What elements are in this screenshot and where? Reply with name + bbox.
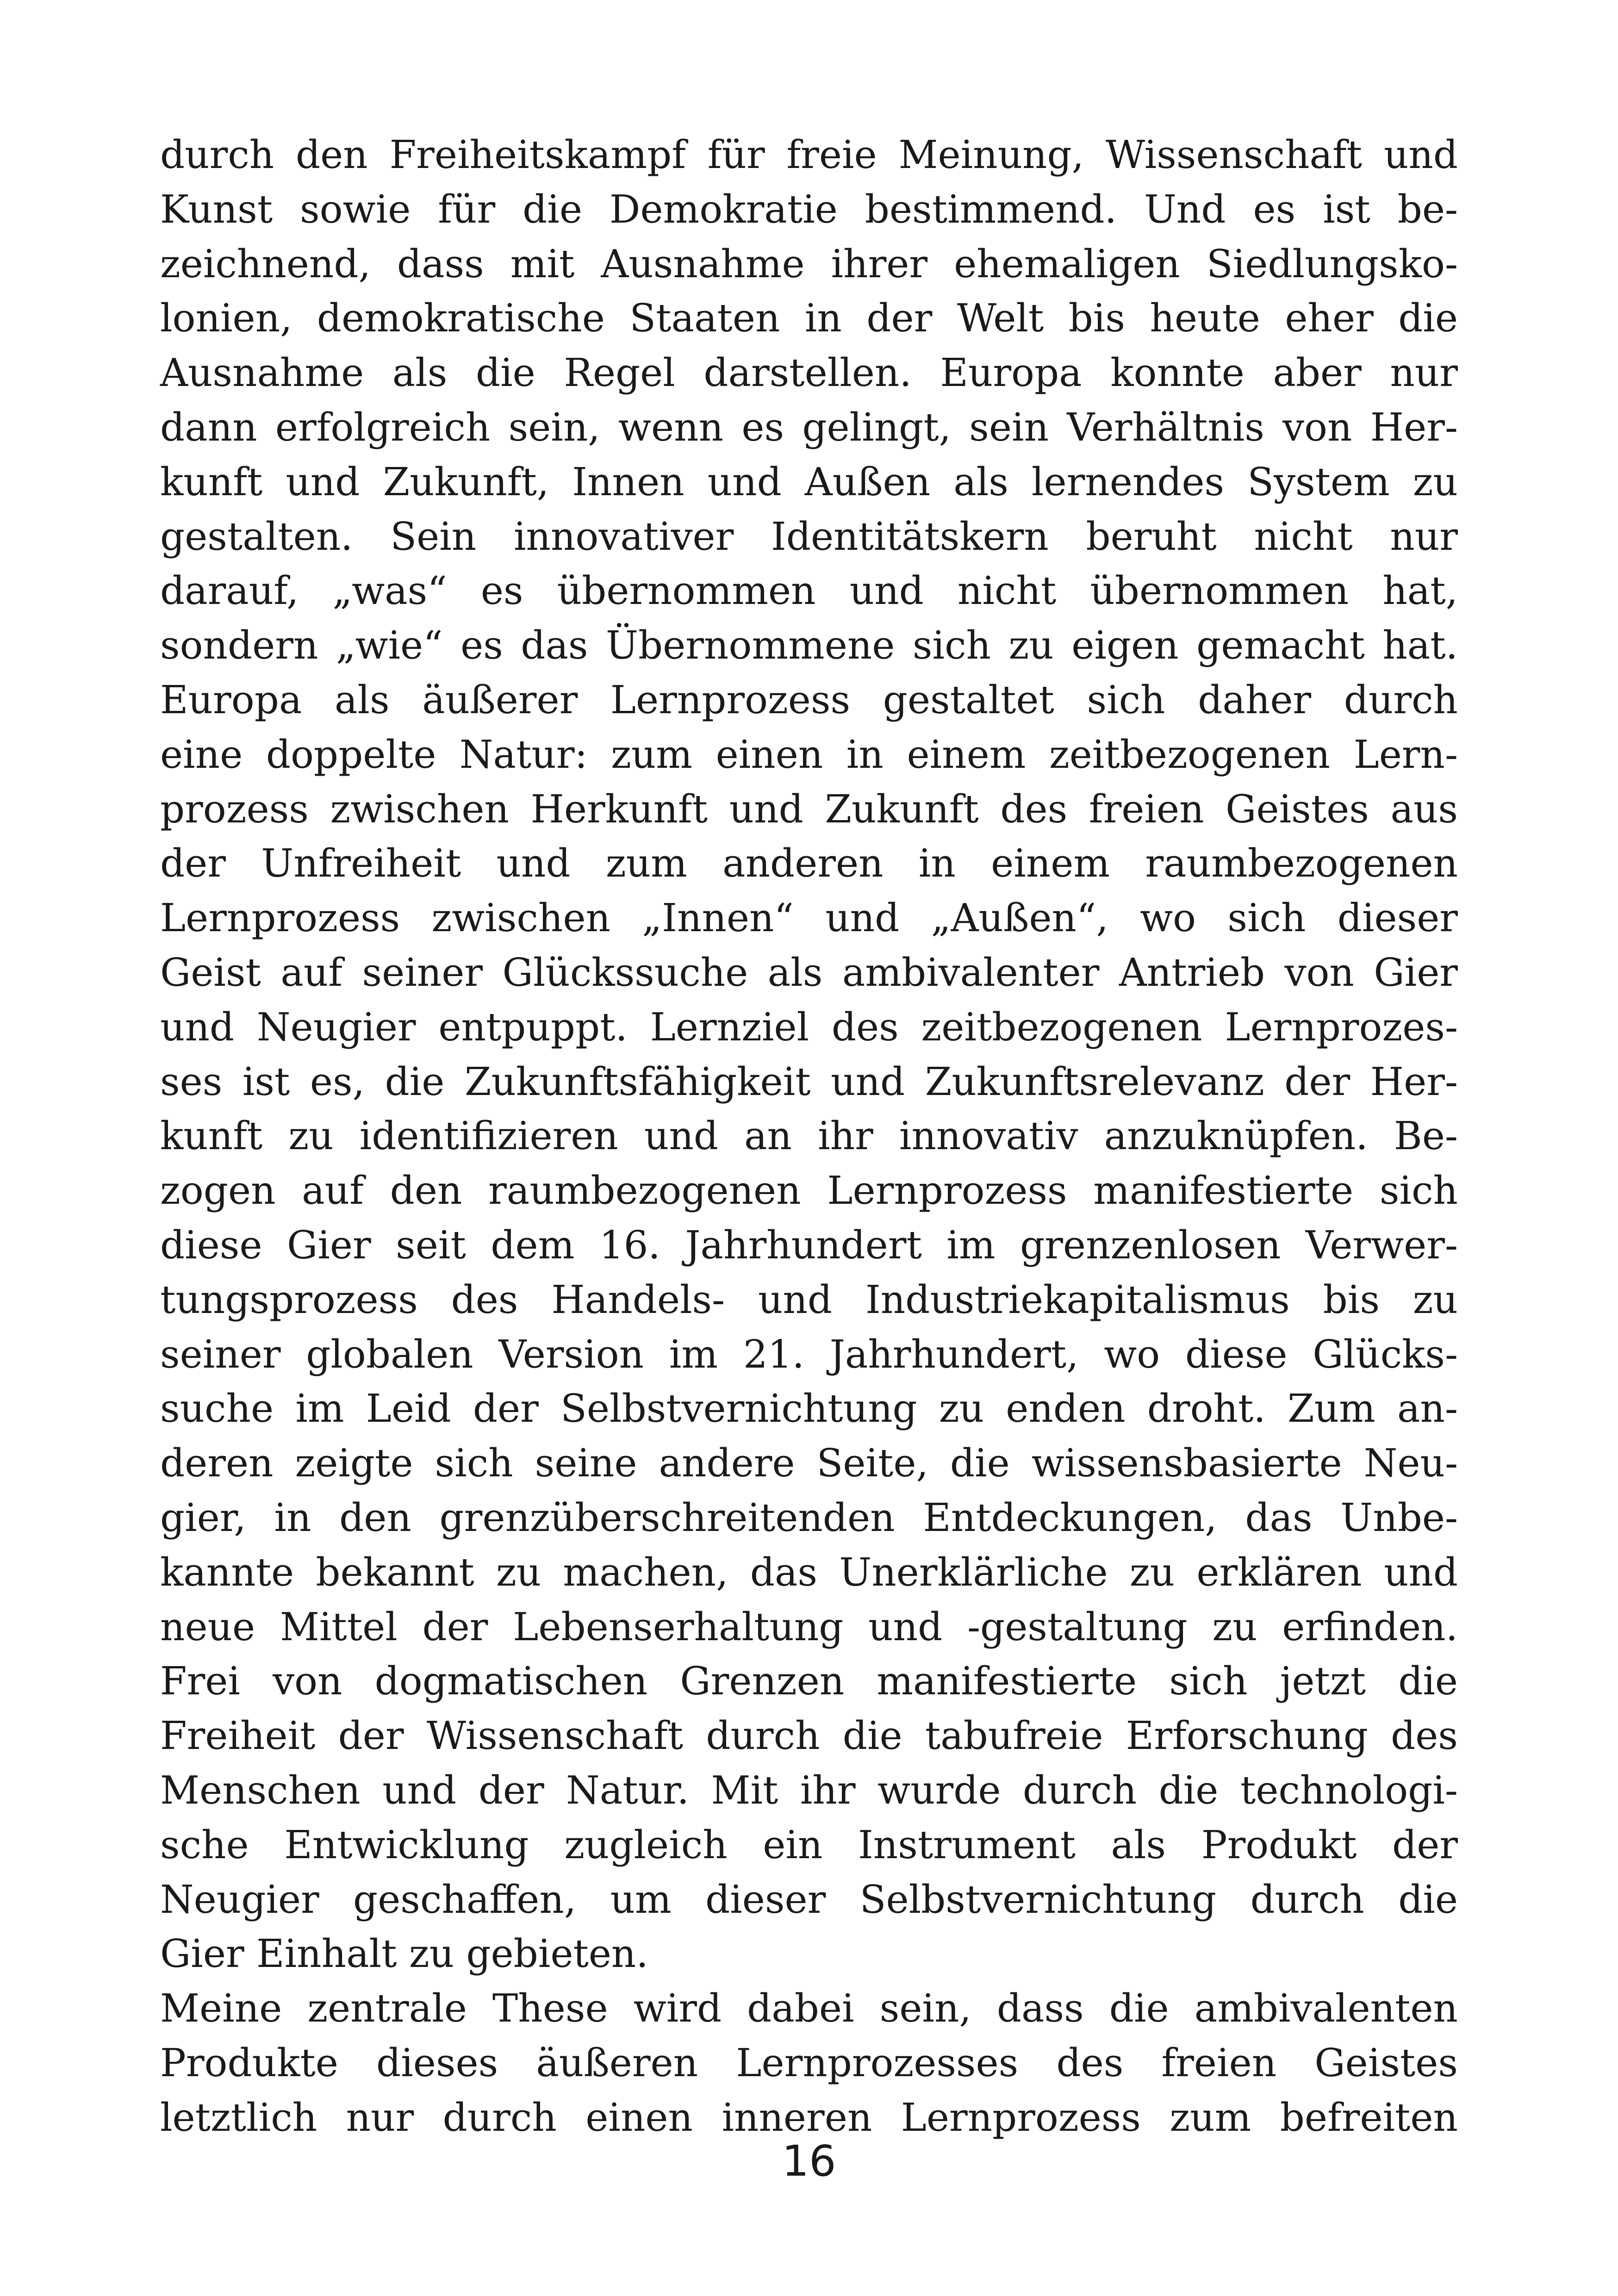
text-line: seiner globalen Version im 21. Jahrhundert, wo diese Glücks- [160, 1332, 1458, 1377]
text-line: prozess zwischen Herkunft und Zukunft des freien Geistes aus [160, 786, 1458, 832]
text-line: durch den Freiheitskampf für freie Meinung, Wissenschaft und [160, 132, 1458, 177]
text-line: suche im Leid der Selbstvernichtung zu enden droht. Zum an- [160, 1386, 1458, 1431]
text-line: Frei von dogmatischen Grenzen manifestierte sich jetzt die [160, 1659, 1458, 1704]
paragraph-2 [160, 1981, 1458, 2145]
text-line: Meine zentrale These wird dabei sein, dass die ambivalenten [160, 1986, 1458, 2031]
text-line: Europa als äußerer Lernprozess gestaltet sich daher durch [160, 677, 1458, 722]
text-line: sondern „wie“ es das Übernommene sich zu eigen gemacht hat. [160, 623, 1458, 668]
text-line: ses ist es, die Zukunftsfähigkeit und Zukunftsrelevanz der Her- [160, 1059, 1458, 1104]
text-line: eine doppelte Natur: zum einen in einem zeitbezogenen Lern- [160, 732, 1458, 777]
text-line: Produkte dieses äußeren Lernprozesses des freien Geistes [160, 2040, 1458, 2085]
text-line: tungsprozess des Handels- und Industriekapitalismus bis zu [160, 1277, 1458, 1322]
text-line: Gier Einhalt zu gebieten. [160, 1931, 648, 1977]
text-line: kunft zu identifizieren und an ihr innovativ anzuknüpfen. Be- [160, 1114, 1458, 1159]
text-line: Freiheit der Wissenschaft durch die tabufreie Erforschung des [160, 1713, 1458, 1759]
text-line: der Unfreiheit und zum anderen in einem raumbezogenen [160, 841, 1458, 886]
text-line: kunft und Zukunft, Innen und Außen als lernendes System zu [160, 459, 1458, 504]
text-line: sche Entwicklung zugleich ein Instrument als Produkt der [160, 1822, 1458, 1867]
text-line: dann erfolgreich sein, wenn es gelingt, sein Verhältnis von Her- [160, 404, 1458, 450]
text-line: gier, in den grenzüberschreitenden Entdeckungen, das Unbe- [160, 1495, 1458, 1540]
text-line: Ausnahme als die Regel darstellen. Europa konnte aber nur [160, 350, 1458, 396]
text-line: zeichnend, dass mit Ausnahme ihrer ehemaligen Siedlungsko- [160, 241, 1458, 286]
text-line: Kunst sowie für die Demokratie bestimmend. Und es ist be- [160, 187, 1458, 232]
page-number: 16 [782, 2136, 836, 2186]
text-line: diese Gier seit dem 16. Jahrhundert im grenzenlosen Verwer- [160, 1222, 1458, 1268]
text-line: Geist auf seiner Glückssuche als ambivalenter Antrieb von Gier [160, 950, 1458, 995]
text-line: und Neugier entpuppt. Lernziel des zeitbezogenen Lernprozes- [160, 1004, 1458, 1050]
text-line: Menschen und der Natur. Mit ihr wurde durch die technologi- [160, 1767, 1458, 1813]
text-line: letztlich nur durch einen inneren Lernprozess zum befreiten [160, 2095, 1458, 2140]
text-line: darauf, „was“ es übernommen und nicht übernommen hat, [160, 568, 1458, 614]
text-line: kannte bekannt zu machen, das Unerklärliche zu erklären und [160, 1549, 1458, 1595]
text-line: gestalten. Sein innovativer Identitätskern beruht nicht nur [160, 514, 1458, 559]
paragraph-1 [160, 128, 1458, 1981]
text-line: Lernprozess zwischen „Innen“ und „Außen“, wo sich dieser [160, 896, 1458, 941]
text-line: zogen auf den raumbezogenen Lernprozess manifestierte sich [160, 1168, 1458, 1213]
body-text [160, 128, 1458, 2145]
text-line: neue Mittel der Lebenserhaltung und -gestaltung zu erfinden. [160, 1604, 1458, 1649]
text-line: deren zeigte sich seine andere Seite, die wissensbasierte Neu- [160, 1441, 1458, 1486]
text-line: lonien, demokratische Staaten in der Welt bis heute eher die [160, 296, 1458, 341]
text-line: Neugier geschaffen, um dieser Selbstvernichtung durch die [160, 1877, 1458, 1922]
